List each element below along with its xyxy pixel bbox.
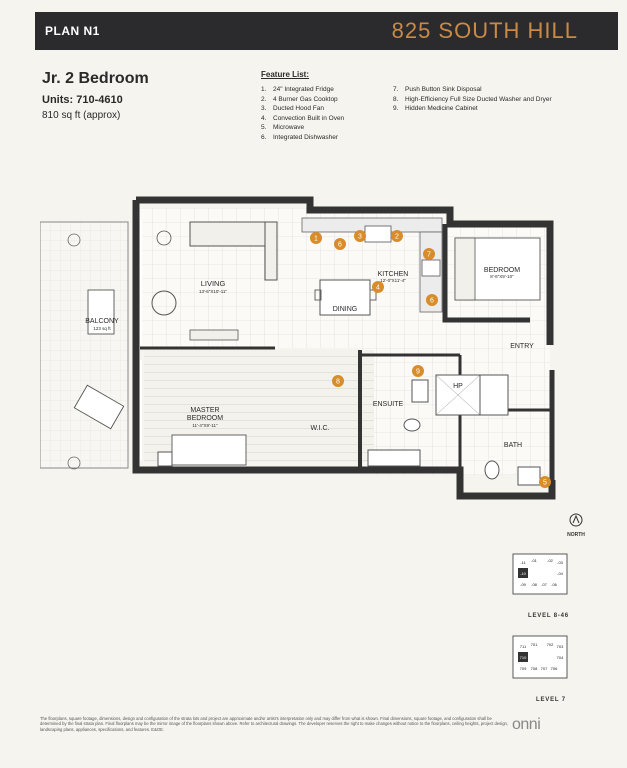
room-wic-label: W.I.C. xyxy=(310,425,330,432)
north-arrow-icon xyxy=(560,512,592,540)
marker-1-label: 1 xyxy=(314,235,318,243)
feature-item: 7. Push Button Sink Disposal xyxy=(393,86,482,93)
unit-numbers: Units: 710-4610 xyxy=(42,94,123,106)
keyplan-unit: -06 xyxy=(551,582,557,587)
room-bedroom-dim: 8'-6"X9'-10" xyxy=(490,274,514,279)
keyplan-unit: 707 xyxy=(540,666,548,671)
room-master-dim: 11'-4"X9'-11" xyxy=(192,423,218,428)
room-kitchen-label: KITCHEN xyxy=(377,271,409,278)
feature-item: 4. Convection Built in Oven xyxy=(261,114,345,122)
room-dining-label: DINING xyxy=(332,306,358,313)
keyplan-level-8-46 xyxy=(510,550,570,598)
floor-plan xyxy=(40,180,580,520)
marker-7-label: 7 xyxy=(427,251,431,259)
keyplan-level-label-1: LEVEL 8-46 xyxy=(528,613,569,619)
keyplan-unit-highlight: -10 xyxy=(520,571,526,576)
balcony-area xyxy=(40,222,128,468)
room-living-label: LIVING xyxy=(200,279,226,288)
room-hp-label: HP xyxy=(453,383,463,390)
marker-6b-label: 6 xyxy=(430,297,434,305)
room-balcony-label: BALCONY xyxy=(85,318,119,325)
marker-8-label: 8 xyxy=(336,378,340,386)
room-entry-label: ENTRY xyxy=(510,343,534,350)
marker-6-label: 6 xyxy=(338,241,342,249)
feature-item: 3. Ducted Hood Fan xyxy=(261,105,324,113)
keyplan-unit: 706 xyxy=(550,666,558,671)
feature-list-title: Feature List: xyxy=(261,70,310,79)
feature-item: 5. Microwave xyxy=(261,124,305,132)
keyplan-unit: 702 xyxy=(546,642,554,647)
north-label: NORTH xyxy=(567,532,585,538)
keyplan-unit: 701 xyxy=(530,642,538,647)
keyplan-unit: -02 xyxy=(547,558,553,563)
keyplan-unit: -01 xyxy=(531,558,537,563)
room-ensuite-label: ENSUITE xyxy=(372,401,404,408)
marker-9-label: 9 xyxy=(416,368,420,376)
keyplan-unit: -04 xyxy=(557,571,563,576)
marker-5-label: 5 xyxy=(543,479,547,487)
plan-label: PLAN N1 xyxy=(45,24,100,38)
room-balcony-dim: 123 sq ft xyxy=(93,326,111,331)
room-bedroom-label: BEDROOM xyxy=(483,267,521,274)
unit-title: Jr. 2 Bedroom xyxy=(42,70,149,87)
feature-item: 6. Integrated Dishwasher xyxy=(261,133,339,141)
feature-item: 1. 24" Integrated Fridge xyxy=(261,86,334,93)
room-master-label-2: BEDROOM xyxy=(186,415,224,422)
keyplan-level-label-2: LEVEL 7 xyxy=(536,697,566,703)
keyplan-unit: 704 xyxy=(556,655,564,660)
keyplan-unit: -03 xyxy=(557,560,563,565)
marker-3-label: 3 xyxy=(358,233,362,241)
keyplan-unit: 708 xyxy=(530,666,538,671)
marker-4-label: 4 xyxy=(376,284,380,292)
brand-logo: 825 SOUTH HILL xyxy=(391,18,578,43)
feature-item: 9. Hidden Medicine Cabinet xyxy=(393,105,478,113)
room-living-dim: 13'-6"X10'-11" xyxy=(198,289,228,294)
keyplan-unit: 703 xyxy=(556,644,564,649)
keyplan-unit: -09 xyxy=(520,582,526,587)
keyplan-unit: 709 xyxy=(519,666,527,671)
onni-logo: onni xyxy=(512,716,541,733)
room-bath-label: BATH xyxy=(503,442,523,449)
disclaimer-text: The floorplans, square footage, dimensions, design and configuration of the strata lots and project are approximate and/or artist's interpretation only and may differ from what is shown. Final dimensions, square footage, and configuration shall be determined by the final strata plan. Final floorplans may be the mirror image of the floorplans shown above. Refer to architectural drawings. The developer reserves the right to make changes without notice to the floorplans, ceiling heights, project design, landscaping plans, appliances, specifications, and features. E&OE. xyxy=(40,716,509,732)
keyplan-unit: -11 xyxy=(520,560,526,565)
keyplan-unit-highlight: 710 xyxy=(519,655,527,660)
keyplan-unit: -07 xyxy=(541,582,547,587)
marker-2-label: 2 xyxy=(395,233,399,241)
keyplan-unit: 711 xyxy=(519,644,527,649)
header-bar xyxy=(35,12,618,50)
feature-list-col1 xyxy=(261,85,344,143)
feature-list-col2 xyxy=(393,85,552,114)
room-kitchen-dim: 12'-0"X11'-4" xyxy=(380,278,406,283)
keyplan-unit: -08 xyxy=(531,582,537,587)
feature-item: 2. 4 Burner Gas Cooktop xyxy=(261,95,338,103)
unit-sqft: 810 sq ft (approx) xyxy=(42,110,121,121)
keyplan-level-7 xyxy=(510,632,570,682)
room-master-label-1: MASTER xyxy=(190,407,220,414)
feature-item: 8. High-Efficiency Full Size Ducted Washer and Dryer xyxy=(393,95,552,103)
